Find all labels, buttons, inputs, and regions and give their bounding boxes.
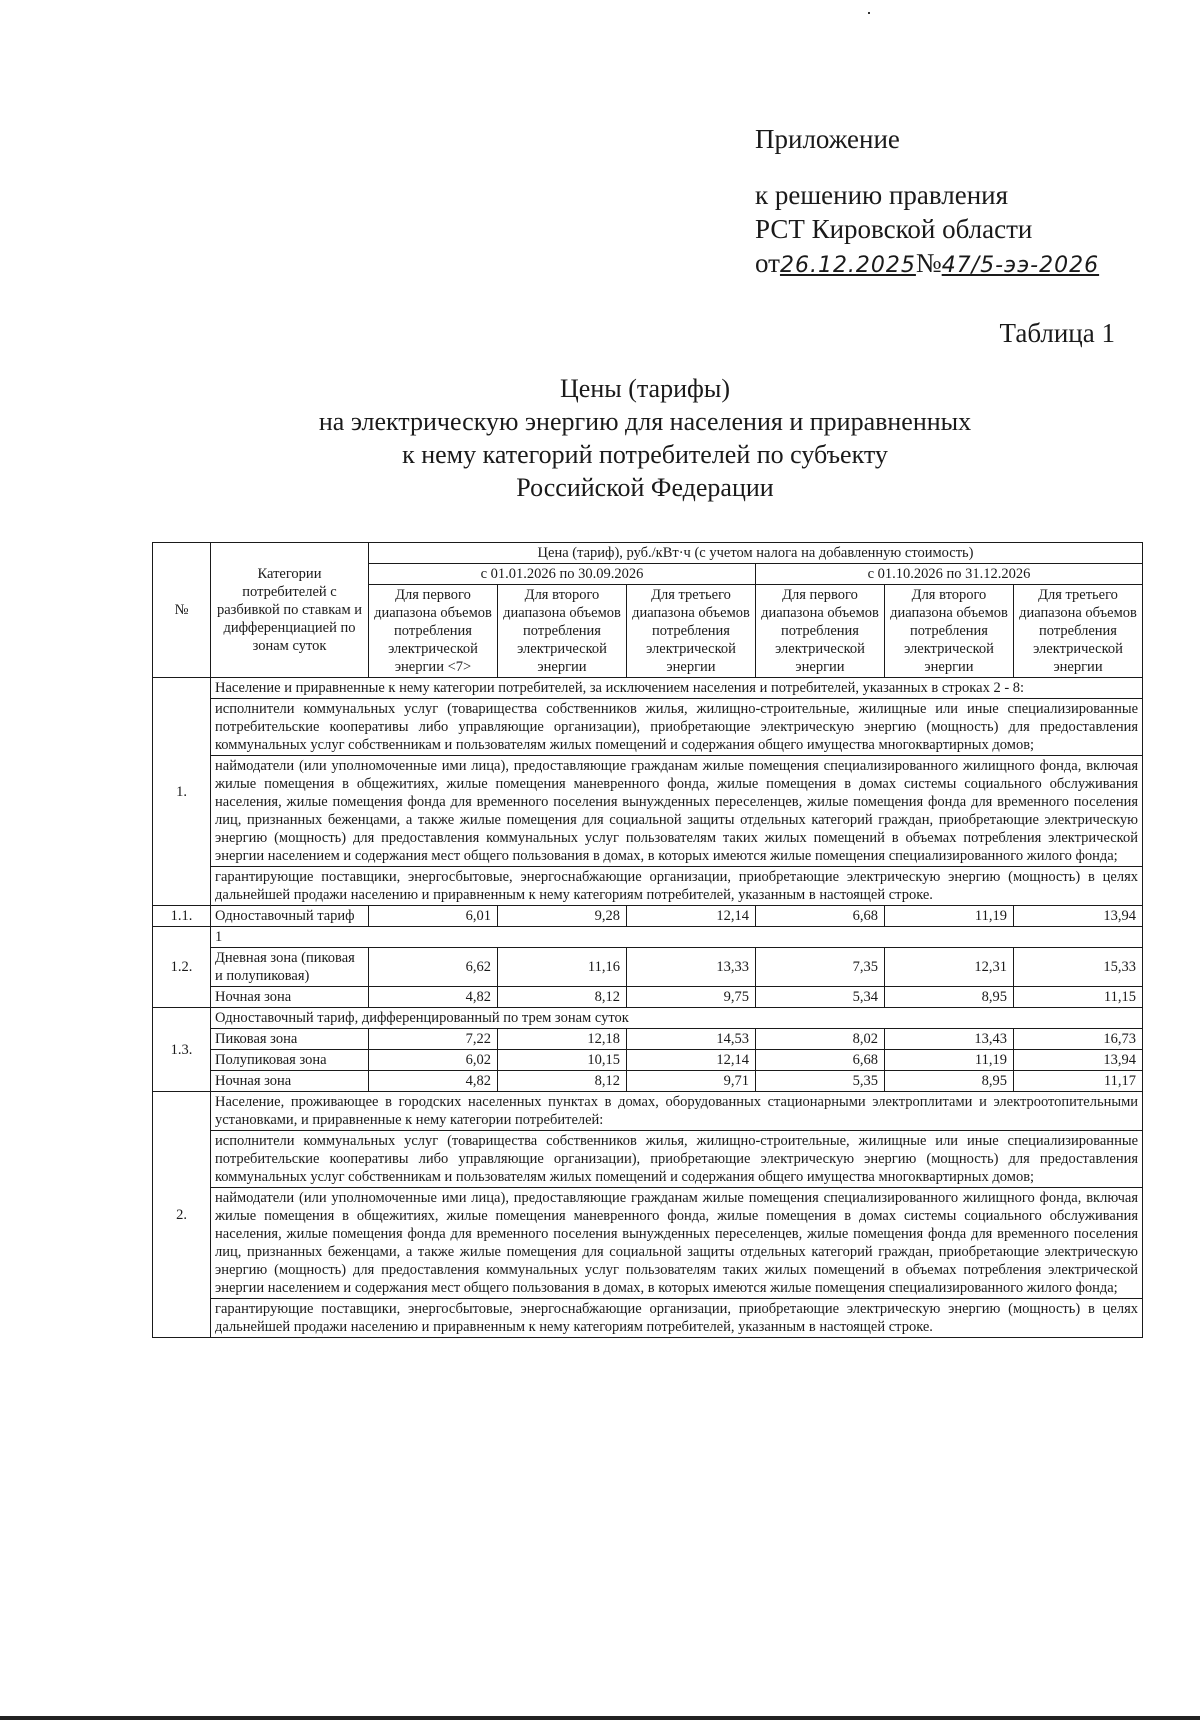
row-1-3-peak-value: 16,73 bbox=[1014, 1029, 1143, 1050]
header-col-2: Для второго диапазона объемов потребления электрической энергии bbox=[498, 585, 627, 678]
row-1-2-day-label: Дневная зона (пиковая и полупиковая) bbox=[211, 948, 369, 987]
section-2-row-c bbox=[153, 1188, 1143, 1299]
section-2-row-a bbox=[153, 1092, 1143, 1131]
row-1-1-label: Одноставочный тариф bbox=[211, 906, 369, 927]
section-2-text-3: наймодатели (или уполномоченные ими лица), предоставляющие гражданам жилые помещения специализированного жилищного фонда, включая жилые помещения в общежитиях, жилые помещения маневренного фонда, жилые помещения в домах системы социального обслуживания населения, жилые помещения фонда для временного поселения вынужденных переселенцев, жилые помещения фонда для временного поселения лиц, признанных беженцами, а также жилые помещения для социальной защиты отдельных категорий граждан, приобретающие электрическую энергию (мощность) для предоставления коммунальных услуг пользователям таких жилых помещений в объемах потребления электрической энергии населением и содержания мест общего пользования в домах, в которых имеются жилые помещения специализированного жилого фонда; bbox=[211, 1188, 1143, 1299]
row-1-3-night-value: 11,17 bbox=[1014, 1071, 1143, 1092]
header-col-4: Для первого диапазона объемов потребления электрической энергии bbox=[756, 585, 885, 678]
section-1-row-d bbox=[153, 867, 1143, 906]
row-1-2-night bbox=[153, 987, 1143, 1008]
page-edge-rule bbox=[0, 1716, 1200, 1720]
row-1-3-night-label: Ночная зона bbox=[211, 1071, 369, 1092]
row-1-1-value: 11,19 bbox=[885, 906, 1014, 927]
header-row-price bbox=[153, 543, 1143, 564]
section-1-text-3: наймодатели (или уполномоченные ими лица), предоставляющие гражданам жилые помещения специализированного жилищного фонда, включая жилые помещения в общежитиях, жилые помещения маневренного фонда, жилые помещения в домах системы социального обслуживания населения, жилые помещения фонда для временного поселения вынужденных переселенцев, жилые помещения фонда для временного поселения лиц, признанных беженцами, а также жилые помещения для социальной защиты отдельных категорий граждан, приобретающие электрическую энергию (мощность) для предоставления коммунальных услуг пользователям таких жилых помещений в объемах потребления электрической энергии населением и содержания мест общего пользования в домах, в которых имеются жилые помещения специализированного жилого фонда; bbox=[211, 756, 1143, 867]
row-1-1-value: 13,94 bbox=[1014, 906, 1143, 927]
row-1-3-semi-value: 11,19 bbox=[885, 1050, 1014, 1071]
row-1-2-day-value: 6,62 bbox=[369, 948, 498, 987]
row-1-3-night-value: 8,95 bbox=[885, 1071, 1014, 1092]
section-1-text-4: гарантирующие поставщики, энергосбытовые, энергоснабжающие организации, приобретающие электрическую энергию (мощность) в целях дальнейшей продажи населению и приравненным к нему категориям потребителей, указанным в настоящей строке. bbox=[211, 867, 1143, 906]
table-label: Таблица 1 bbox=[999, 318, 1115, 348]
row-1-3-peak-label: Пиковая зона bbox=[211, 1029, 369, 1050]
header-num: № bbox=[153, 543, 211, 678]
header-col-5: Для второго диапазона объемов потребления электрической энергии bbox=[885, 585, 1014, 678]
title-line-3: к нему категорий потребителей по субъекту bbox=[402, 440, 888, 469]
row-1-3-head bbox=[153, 1008, 1143, 1029]
section-2-text-1: Население, проживающее в городских населенных пунктах в домах, оборудованных стационарными электроплитами и электроотопительными установками, и приравненные к нему категории потребителей: bbox=[211, 1092, 1143, 1131]
title-line-1: Цены (тарифы) bbox=[560, 374, 730, 403]
header-category: Категории потребителей с разбивкой по ставкам и дифференциацией по зонам суток bbox=[211, 543, 369, 678]
row-1-3-semi-label: Полупиковая зона bbox=[211, 1050, 369, 1071]
row-1-3-peak-value: 14,53 bbox=[627, 1029, 756, 1050]
row-1-2-day-value: 11,16 bbox=[498, 948, 627, 987]
row-1-2-day bbox=[153, 948, 1143, 987]
row-1-1-num: 1.1. bbox=[153, 906, 211, 927]
section-2-num: 2. bbox=[153, 1092, 211, 1338]
appendix-line-2: РСТ Кировской области bbox=[755, 214, 1033, 244]
row-1-2-night-value: 4,82 bbox=[369, 987, 498, 1008]
title-line-2: на электрическую энергию для населения и приравненных bbox=[318, 407, 972, 436]
row-1-2-sub-label: 1 bbox=[211, 927, 1143, 948]
row-1-3-semi-value: 6,02 bbox=[369, 1050, 498, 1071]
section-1-text-2: исполнители коммунальных услуг (товарищества собственников жилья, жилищно-строительные, жилищные или иные специализированные потребительские кооперативы либо управляющие организации), приобретающие электрическую энергию (мощность) для предоставления коммунальных услуг собственникам и пользователям жилых помещений и содержания общего имущества многоквартирных домов; bbox=[211, 699, 1143, 756]
row-1-3-peak bbox=[153, 1029, 1143, 1050]
header-col-3: Для третьего диапазона объемов потребления электрической энергии bbox=[627, 585, 756, 678]
row-1-2-night-value: 8,12 bbox=[498, 987, 627, 1008]
section-1-num: 1. bbox=[153, 678, 211, 906]
row-1-3-night bbox=[153, 1071, 1143, 1092]
row-1-3-night-value: 4,82 bbox=[369, 1071, 498, 1092]
appendix-block bbox=[755, 122, 1175, 283]
section-1-row-b bbox=[153, 699, 1143, 756]
scan-speck bbox=[868, 12, 870, 14]
row-1-3-night-value: 9,71 bbox=[627, 1071, 756, 1092]
tariff-table bbox=[152, 542, 1143, 1338]
row-1-2-night-label: Ночная зона bbox=[211, 987, 369, 1008]
document-title bbox=[0, 372, 1200, 504]
title-line-4: Российской Федерации bbox=[516, 473, 774, 502]
number-prefix: № bbox=[915, 248, 942, 278]
row-1-3-semi-value: 6,68 bbox=[756, 1050, 885, 1071]
appendix-date-line bbox=[755, 246, 1175, 283]
row-1-3-heading: Одноставочный тариф, дифференцированный по трем зонам суток bbox=[211, 1008, 1143, 1029]
row-1-2-day-value: 7,35 bbox=[756, 948, 885, 987]
row-1-1-value: 6,01 bbox=[369, 906, 498, 927]
section-1-text-1: Население и приравненные к нему категории потребителей, за исключением населения и потребителей, указанных в строках 2 - 8: bbox=[211, 678, 1143, 699]
row-1-3-night-value: 5,35 bbox=[756, 1071, 885, 1092]
section-1-row-a bbox=[153, 678, 1143, 699]
handwritten-date: 26.12.2025 bbox=[779, 253, 916, 278]
date-prefix: от bbox=[755, 248, 780, 278]
row-1-2-night-value: 8,95 bbox=[885, 987, 1014, 1008]
section-1-row-c bbox=[153, 756, 1143, 867]
row-1-2-day-value: 13,33 bbox=[627, 948, 756, 987]
row-1-2-night-value: 11,15 bbox=[1014, 987, 1143, 1008]
row-1-1 bbox=[153, 906, 1143, 927]
appendix-heading: Приложение bbox=[755, 124, 900, 154]
section-2-text-2: исполнители коммунальных услуг (товарищества собственников жилья, жилищно-строительные, жилищные или иные специализированные потребительские кооперативы либо управляющие организации), приобретающие электрическую энергию (мощность) для предоставления коммунальных услуг собственникам и пользователям жилых помещений и содержания общего имущества многоквартирных домов; bbox=[211, 1131, 1143, 1188]
row-1-3-peak-value: 12,18 bbox=[498, 1029, 627, 1050]
header-col-6: Для третьего диапазона объемов потребления электрической энергии bbox=[1014, 585, 1143, 678]
row-1-3-night-value: 8,12 bbox=[498, 1071, 627, 1092]
row-1-3-semi bbox=[153, 1050, 1143, 1071]
row-1-2-night-value: 9,75 bbox=[627, 987, 756, 1008]
row-1-3-peak-value: 8,02 bbox=[756, 1029, 885, 1050]
row-1-3-peak-value: 13,43 bbox=[885, 1029, 1014, 1050]
row-1-3-num: 1.3. bbox=[153, 1008, 211, 1092]
header-period-2: с 01.10.2026 по 31.12.2026 bbox=[756, 564, 1143, 585]
header-period-1: с 01.01.2026 по 30.09.2026 bbox=[369, 564, 756, 585]
row-1-2-num: 1.2. bbox=[153, 927, 211, 1008]
section-2-text-4: гарантирующие поставщики, энергосбытовые, энергоснабжающие организации, приобретающие электрическую энергию (мощность) в целях дальнейшей продажи населению и приравненным к нему категориям потребителей, указанным в настоящей строке. bbox=[211, 1299, 1143, 1338]
row-1-2-night-value: 5,34 bbox=[756, 987, 885, 1008]
handwritten-number: 47/5-ээ-2026 bbox=[941, 253, 1100, 278]
section-2-row-b bbox=[153, 1131, 1143, 1188]
row-1-3-semi-value: 10,15 bbox=[498, 1050, 627, 1071]
row-1-1-value: 9,28 bbox=[498, 906, 627, 927]
appendix-line-1: к решению правления bbox=[755, 180, 1009, 210]
section-2-row-d bbox=[153, 1299, 1143, 1338]
header-price: Цена (тариф), руб./кВт·ч (с учетом налога на добавленную стоимость) bbox=[369, 543, 1143, 564]
row-1-3-semi-value: 12,14 bbox=[627, 1050, 756, 1071]
row-1-2-day-value: 12,31 bbox=[885, 948, 1014, 987]
header-col-1: Для первого диапазона объемов потребления электрической энергии <7> bbox=[369, 585, 498, 678]
row-1-1-value: 12,14 bbox=[627, 906, 756, 927]
row-1-2-day-value: 15,33 bbox=[1014, 948, 1143, 987]
row-1-3-semi-value: 13,94 bbox=[1014, 1050, 1143, 1071]
row-1-3-peak-value: 7,22 bbox=[369, 1029, 498, 1050]
row-1-2-sub bbox=[153, 927, 1143, 948]
row-1-1-value: 6,68 bbox=[756, 906, 885, 927]
